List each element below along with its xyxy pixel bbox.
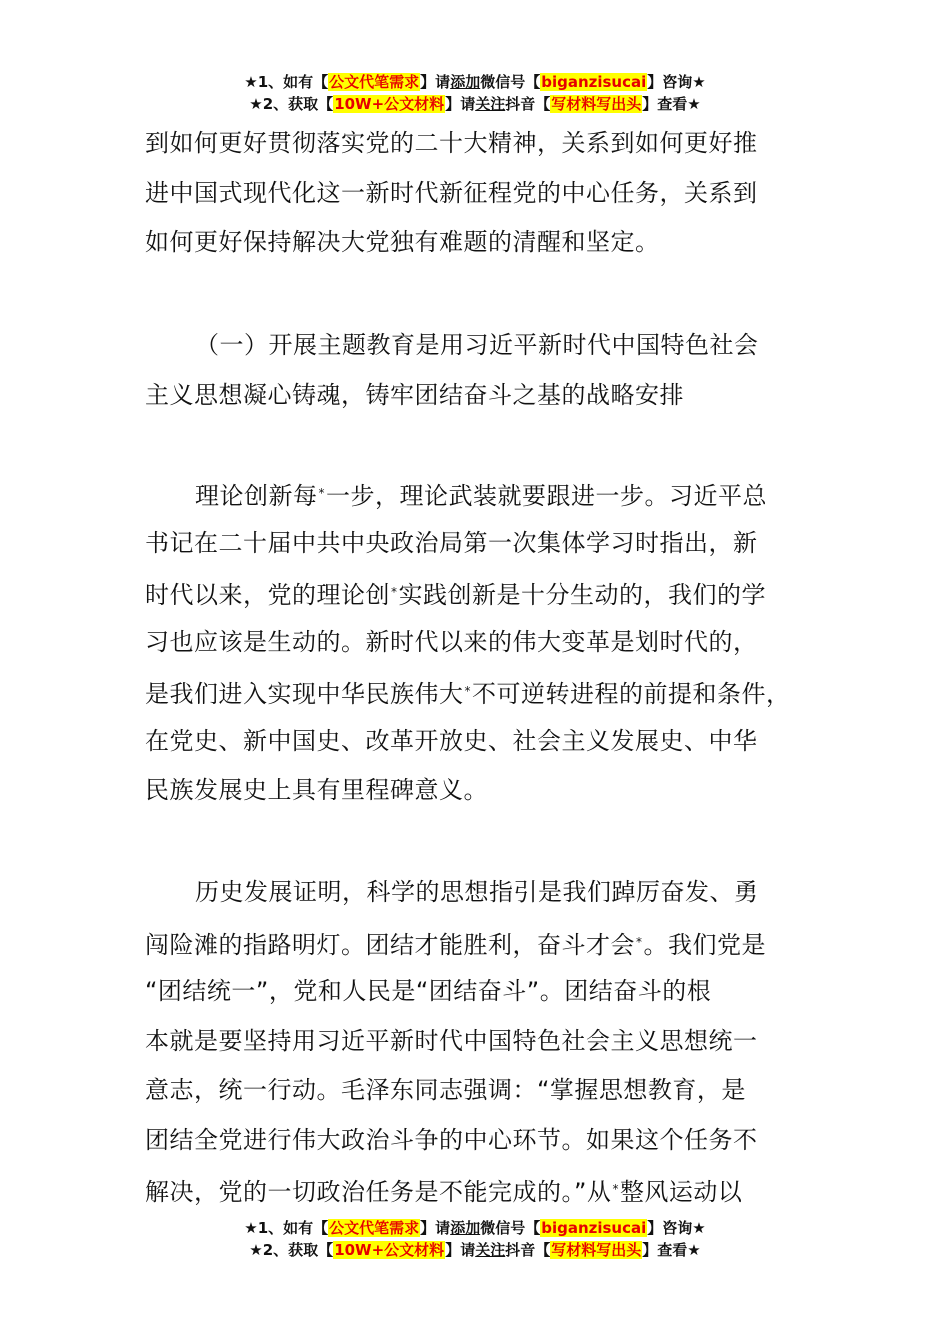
- text-line: 本就是要坚持用习近平新时代中国特色社会主义思想统一: [145, 1026, 758, 1055]
- omission-mark: *: [464, 684, 471, 698]
- omission-mark: *: [612, 1182, 619, 1196]
- highlight-wechat-id: biganzisucai: [541, 1219, 647, 1237]
- heading-line: 主义思想凝心铸魂，铸牢团结奋斗之基的战略安排: [145, 380, 684, 409]
- text-line: 团结全党进行伟大政治斗争的中心环节。如果这个任务不: [145, 1125, 758, 1154]
- banner-line-1: ★1、如有【公文代笔需求】请添加微信号【biganzisucai】咨询★: [244, 1219, 706, 1237]
- text-line: 意志，统一行动。毛泽东同志强调：“掌握思想教育，是: [145, 1076, 746, 1104]
- text-line: 是我们进入实现中华民族伟大*不可逆转进程的前提和条件，: [145, 680, 791, 708]
- section-heading: [145, 321, 815, 420]
- heading-line: （一）开展主题教育是用习近平新时代中国特色社会: [195, 331, 759, 359]
- text-line: 闯险滩的指路明灯。团结才能胜利，奋斗才会*。我们党是: [145, 930, 766, 959]
- paragraph-theory: [145, 469, 815, 816]
- text-line: 解决，党的一切政治任务是不能完成的。”从*整风运动以: [145, 1178, 743, 1206]
- highlight-douyin: 写材料写出头: [551, 1241, 642, 1259]
- banner-line-2: ★2、获取【10W+公文材料】请关注抖音【写材料写出头】查看★: [249, 95, 701, 113]
- text-line: 书记在二十届中共中央政治局第一次集体学习时指出，新: [145, 528, 758, 557]
- highlight-materials: 10W+公文材料: [334, 1241, 445, 1259]
- highlight-douyin: 写材料写出头: [551, 95, 642, 113]
- omission-mark: *: [318, 486, 325, 500]
- omission-mark: *: [391, 585, 398, 599]
- banner-line-2: ★2、获取【10W+公文材料】请关注抖音【写材料写出头】查看★: [249, 1241, 701, 1259]
- text-line: 进中国式现代化这一新时代新征程党的中心任务，关系到: [145, 178, 758, 207]
- highlight-wechat-id: biganzisucai: [541, 73, 647, 91]
- highlight-service: 公文代笔需求: [329, 73, 420, 91]
- highlight-materials: 10W+公文材料: [334, 95, 445, 113]
- text-line: 在党史、新中国史、改革开放史、社会主义发展史、中华: [145, 726, 758, 755]
- paragraph-history: [145, 868, 815, 1215]
- banner-line-1: ★1、如有【公文代笔需求】请添加微信号【biganzisucai】咨询★: [244, 73, 706, 91]
- header-banner: [0, 71, 950, 115]
- text-line: 如何更好保持解决大党独有难题的清醒和坚定。: [145, 228, 660, 256]
- text-line: 理论创新每*一步，理论武装就要跟进一步。习近平总: [195, 482, 767, 510]
- highlight-service: 公文代笔需求: [329, 1219, 420, 1237]
- footer-banner: [0, 1217, 950, 1261]
- paragraph-continuation: [145, 119, 815, 268]
- text-line: 到如何更好贯彻落实党的二十大精神，关系到如何更好推: [145, 129, 758, 157]
- text-line: 时代以来，党的理论创*实践创新是十分生动的，我们的学: [145, 581, 766, 609]
- text-line: 历史发展证明，科学的思想指引是我们踔厉奋发、勇: [195, 878, 759, 906]
- text-line: 习也应该是生动的。新时代以来的伟大变革是划时代的，: [145, 627, 758, 656]
- text-line: “团结统一”，党和人民是“团结奋斗”。团结奋斗的根: [145, 977, 712, 1005]
- text-line: 民族发展史上具有里程碑意义。: [145, 776, 488, 804]
- omission-mark: *: [636, 934, 643, 949]
